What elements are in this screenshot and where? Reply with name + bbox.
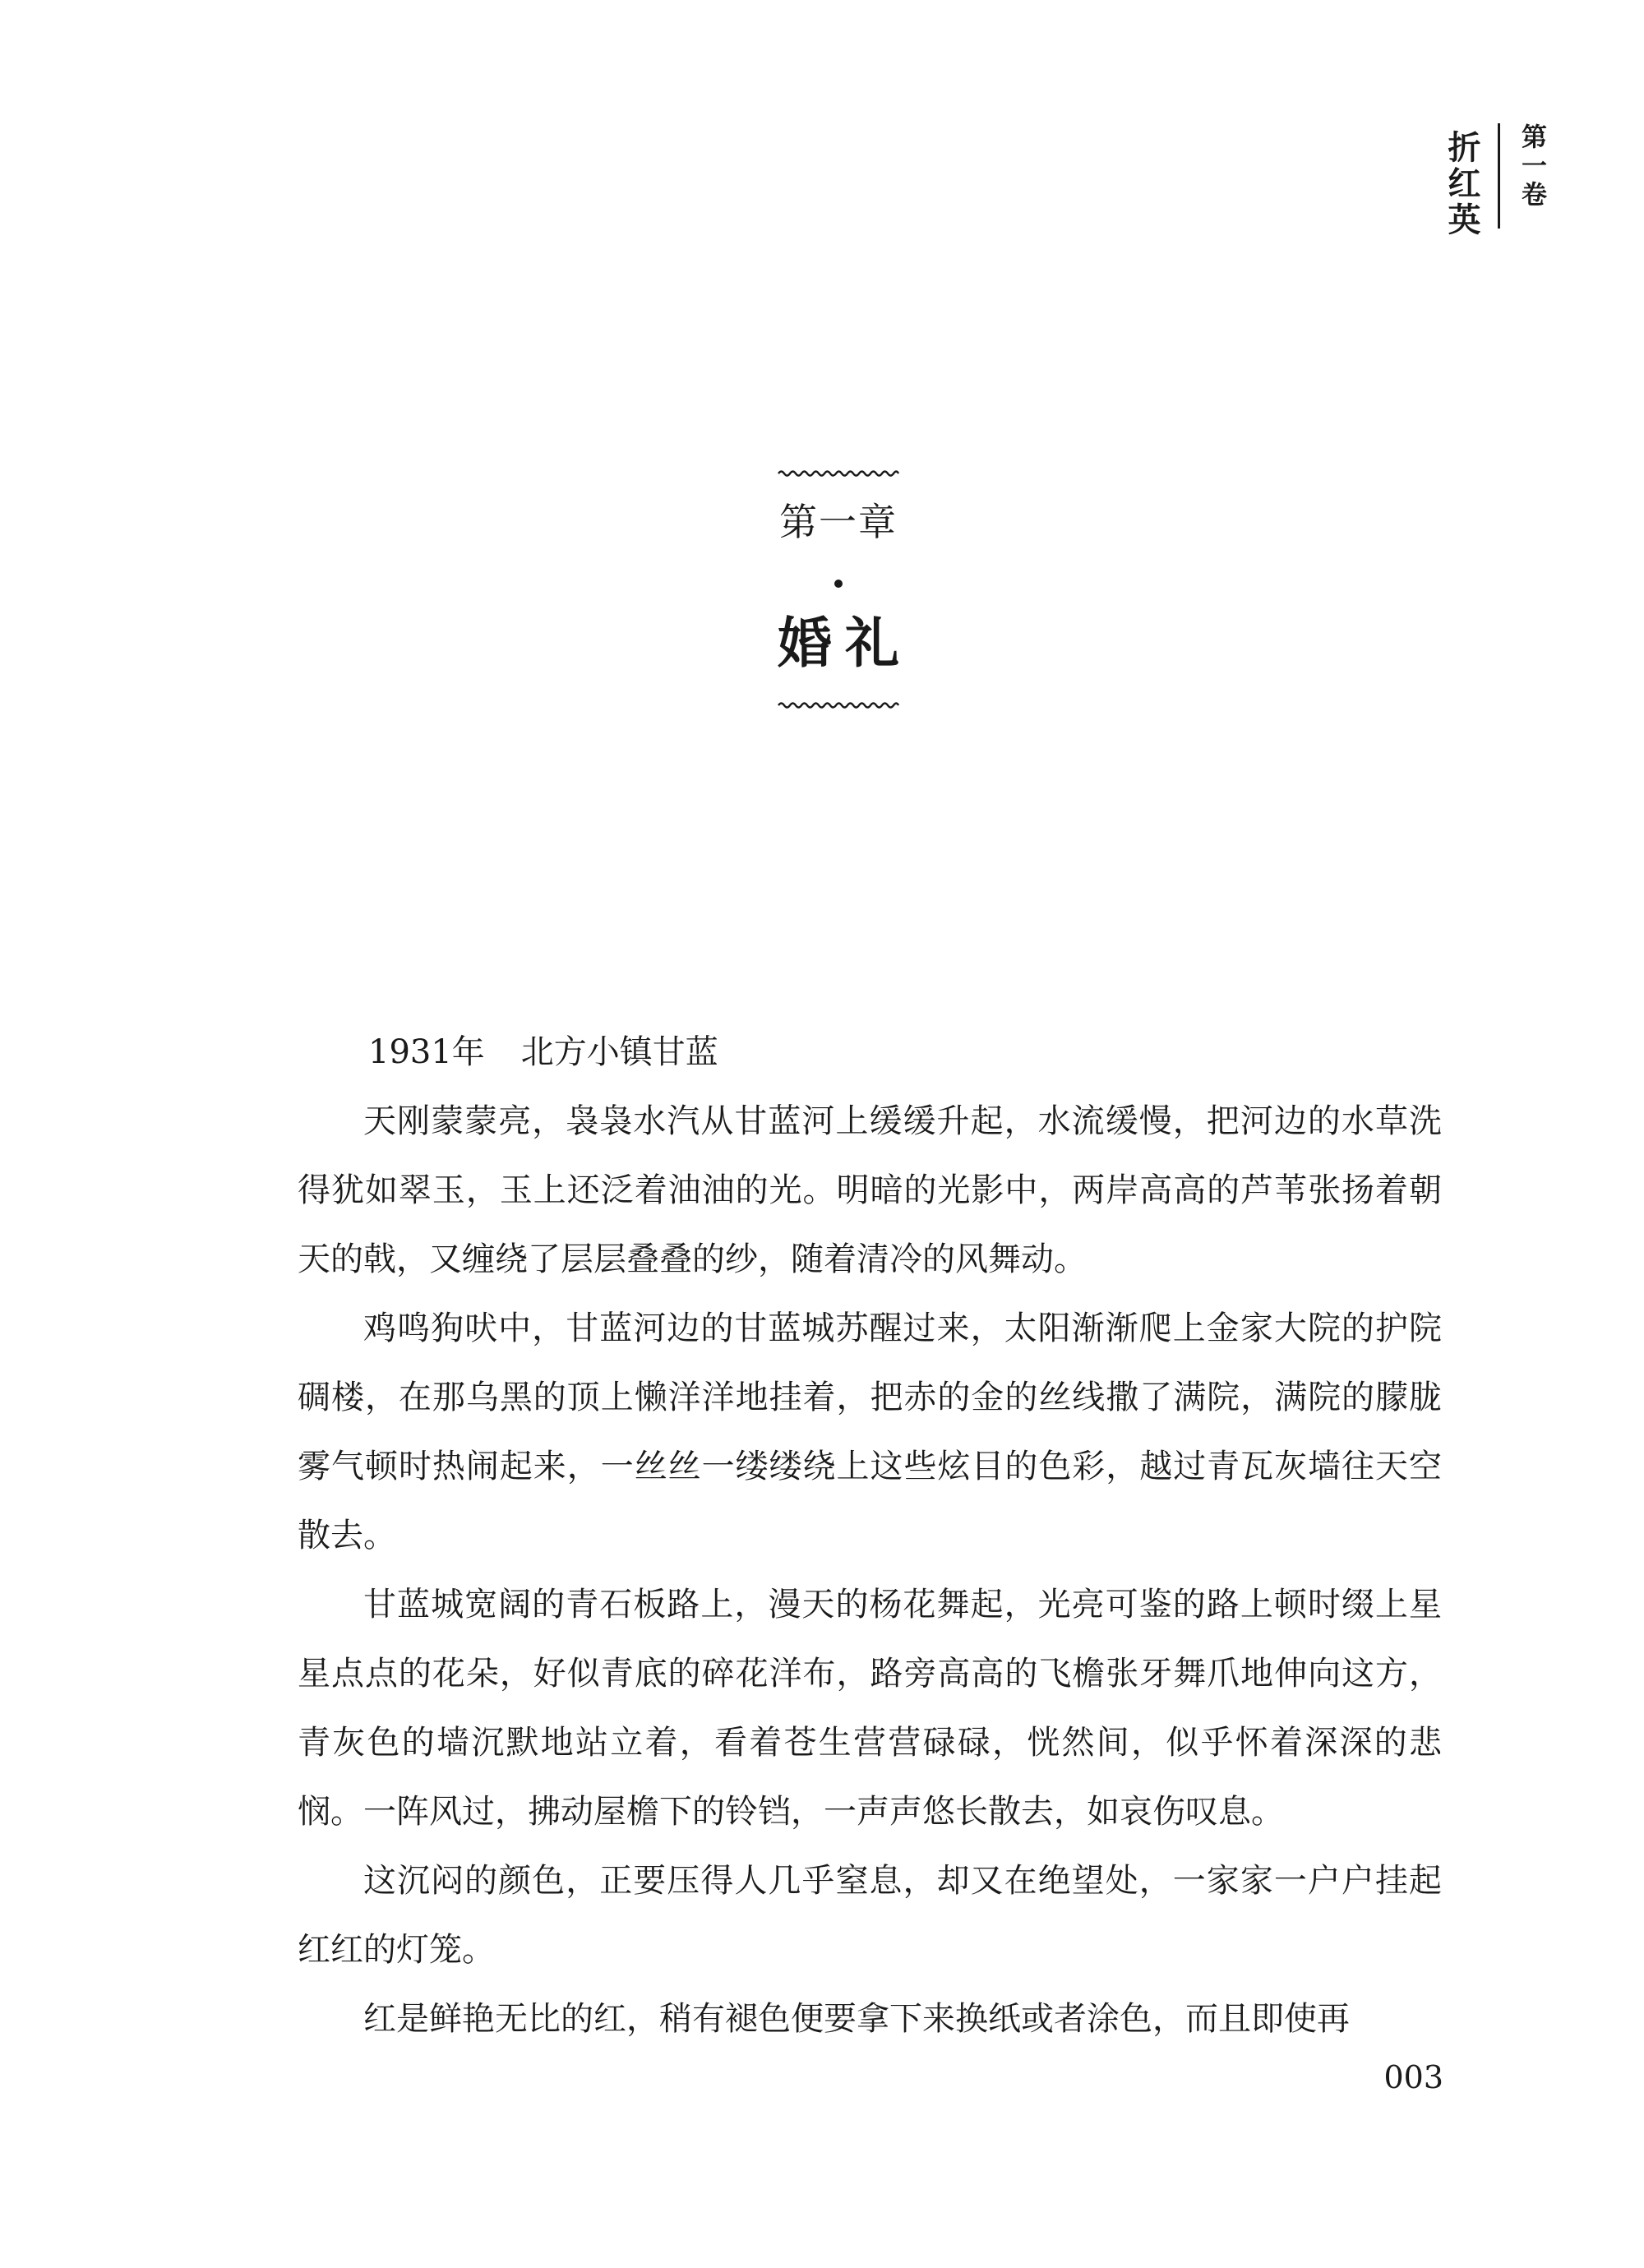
paragraph: 这沉闷的颜色，正要压得人几乎窒息，却又在绝望处，一家家一户户挂起红红的灯笼。 xyxy=(298,1862,1442,1969)
running-header xyxy=(1445,123,1544,238)
chapter-title: 婚礼 xyxy=(778,612,912,676)
paragraph: 天刚蒙蒙亮，袅袅水汽从甘蓝河上缓缓升起，水流缓慢，把河边的水草洗得犹如翠玉，玉上还泛着油油的光。明暗的光影中，两岸高高的芦苇张扬着朝天的戟，又缠绕了层层叠叠的纱，随着清冷的风舞动。 xyxy=(298,1102,1442,1278)
wave-ornament-top xyxy=(777,469,900,478)
volume-label: 第一卷 xyxy=(1517,123,1546,210)
wave-ornament-bottom xyxy=(777,700,900,710)
paragraph: 甘蓝城宽阔的青石板路上，漫天的杨花舞起，光亮可鉴的路上顿时缀上星星点点的花朵，好似青底的碎花洋布，路旁高高的飞檐张牙舞爪地伸向这方，青灰色的墙沉默地站立着，看着苍生营营碌碌，恍然间，似乎怀着深深的悲悯。一阵风过，拂动屋檐下的铃铛，一声声悠长散去，如哀伤叹息。 xyxy=(298,1586,1442,1831)
dateline xyxy=(298,1018,1442,1087)
dateline-place: 北方小镇甘蓝 xyxy=(520,1033,718,1071)
paragraph: 红是鲜艳无比的红，稍有褪色便要拿下来换纸或者涂色，而且即使再 xyxy=(363,2000,1350,2038)
chapter-number: 第一章 xyxy=(779,500,898,544)
chapter-separator-dot xyxy=(834,580,843,588)
book-title: 折红英 xyxy=(1443,130,1480,238)
chapter-body xyxy=(298,1018,1442,2053)
page-number: 003 xyxy=(1383,2059,1443,2095)
dateline-year: 1931年 xyxy=(368,1033,485,1071)
paragraph: 鸡鸣狗吠中，甘蓝河边的甘蓝城苏醒过来，太阳渐渐爬上金家大院的护院碉楼，在那乌黑的顶上懒洋洋地挂着，把赤的金的丝线撒了满院，满院的朦胧雾气顿时热闹起来，一丝丝一缕缕绕上这些炫目的色彩，越过青瓦灰墙往天空散去。 xyxy=(298,1310,1442,1554)
header-divider xyxy=(1498,123,1500,229)
chapter-heading xyxy=(0,469,1644,710)
